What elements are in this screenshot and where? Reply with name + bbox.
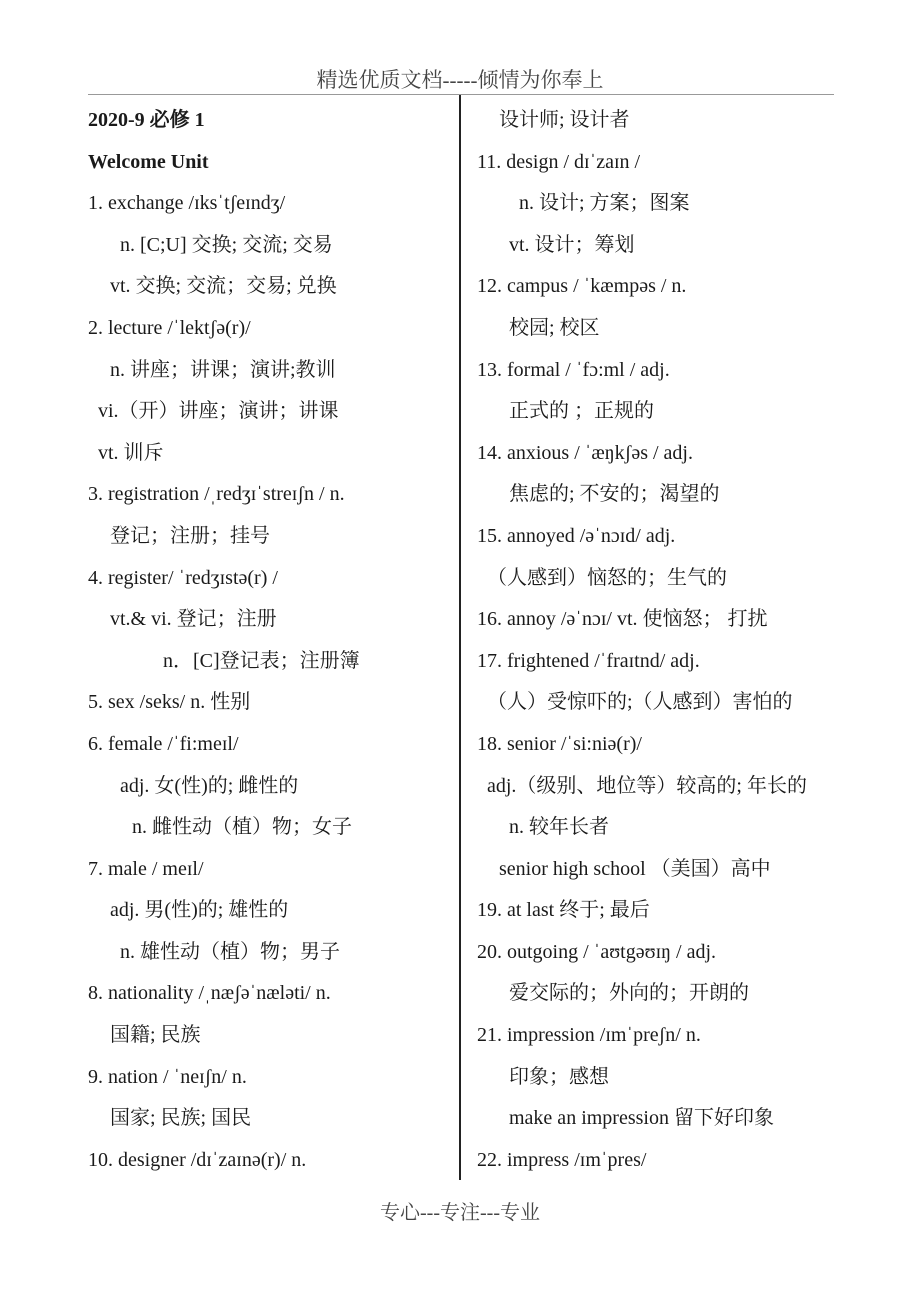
- page-header: 精选优质文档-----倾情为你奉上: [316, 68, 604, 92]
- left-column: [88, 100, 448, 1181]
- vocab-line: vt. 交换; 交流；交易; 兑换: [110, 275, 337, 298]
- vocab-line: 15. annoyed /əˈnɔɪd/ adj.: [477, 524, 676, 547]
- vocab-line: （人感到）恼怒的；生气的: [487, 566, 727, 589]
- vocab-line: 1. exchange /ɪksˈtʃeɪndʒ/: [88, 192, 286, 215]
- vocab-line: 13. formal / ˈfɔ:ml / adj.: [477, 358, 670, 381]
- vocab-line: make an impression 留下好印象: [509, 1107, 774, 1130]
- vocab-line: 正式的 ；正规的: [509, 400, 654, 423]
- vocab-line: n. 雄性动（植）物；男子: [120, 940, 340, 963]
- right-column: [477, 100, 857, 1181]
- vocab-line: adj. 女(性)的; 雌性的: [120, 774, 299, 797]
- vocab-line: 4. register/ ˈredʒɪstə(r) /: [88, 566, 278, 589]
- vocab-line: 焦虑的; 不安的；渴望的: [509, 483, 720, 506]
- vocab-line: n. 设计; 方案；图案: [519, 192, 690, 215]
- vocab-line: 2. lecture /ˈlektʃə(r)/: [88, 316, 251, 339]
- vocab-line: 20. outgoing / ˈaʊtgəʊɪŋ / adj.: [477, 940, 717, 963]
- vocab-line: 设计师; 设计者: [499, 109, 630, 131]
- header-divider: [88, 94, 834, 95]
- vocab-line: senior high school （美国）高中: [499, 857, 771, 880]
- vocab-line: 国籍; 民族: [110, 1024, 201, 1047]
- vocab-line: adj. 男(性)的; 雄性的: [110, 899, 289, 922]
- vocab-line: 11. design / dɪˈzaɪn /: [477, 150, 641, 173]
- vocab-line: n. [C;U] 交换; 交流; 交易: [120, 233, 333, 256]
- vocab-line: n. 雌性动（植）物；女子: [132, 816, 352, 839]
- vocab-line: 7. male / meɪl/: [88, 857, 204, 880]
- vocab-line: n. 讲座；讲课；演讲;教训: [110, 358, 336, 381]
- vocab-line: 登记；注册；挂号: [110, 524, 270, 547]
- vocab-line: n. 较年长者: [509, 816, 609, 839]
- vocab-line: （人）受惊吓的;（人感到）害怕的: [487, 691, 793, 714]
- vocab-line: 6. female /ˈfi:meɪl/: [88, 732, 239, 755]
- vocab-line: 8. nationality /ˌnæʃəˈnæləti/ n.: [88, 982, 331, 1005]
- vocab-line: adj.（级别、地位等）较高的; 年长的: [487, 774, 807, 797]
- vocab-line: 17. frightened /ˈfraɪtnd/ adj.: [477, 649, 700, 672]
- vocab-line: 5. sex /seks/ n. 性别: [88, 691, 251, 714]
- vocab-line: 印象；感想: [509, 1065, 609, 1088]
- vocab-line: n．[C]登记表；注册簿: [163, 649, 360, 672]
- vocab-line: vt. 训斥: [98, 441, 164, 464]
- vocab-line: 14. anxious / ˈæŋkʃəs / adj.: [477, 441, 693, 464]
- vocab-line: 12. campus / ˈkæmpəs / n.: [477, 275, 687, 298]
- vocab-line: 3. registration /ˌredʒɪˈstreɪʃn / n.: [88, 483, 345, 506]
- vocab-line: 爱交际的；外向的；开朗的: [509, 982, 749, 1005]
- vocab-line: 19. at last 终于; 最后: [477, 899, 650, 922]
- vocab-line: 16. annoy /əˈnɔɪ/ vt. 使恼怒； 打扰: [477, 608, 768, 631]
- vocab-line: vt.& vi. 登记；注册: [110, 608, 277, 631]
- page-footer: 专心---专注---专业: [380, 1202, 540, 1224]
- vocab-line: 22. impress /ɪmˈpres/: [477, 1148, 647, 1171]
- vocab-line: 21. impression /ɪmˈpreʃn/ n.: [477, 1024, 701, 1047]
- vocab-line: 校园; 校区: [509, 316, 600, 339]
- vocab-line: vi.（开）讲座；演讲；讲课: [98, 400, 339, 423]
- vocab-line: Welcome Unit: [88, 150, 209, 173]
- vocab-line: 9. nation / ˈneɪʃn/ n.: [88, 1065, 247, 1088]
- vocab-line: 10. designer /dɪˈzaɪnə(r)/ n.: [88, 1148, 307, 1171]
- vocab-line: vt. 设计；筹划: [509, 233, 635, 256]
- vocab-line: 2020-9 必修 1: [88, 109, 205, 131]
- column-divider: [459, 95, 461, 1180]
- vocab-line: 18. senior /ˈsi:niə(r)/: [477, 732, 642, 755]
- vocab-line: 国家; 民族; 国民: [110, 1107, 252, 1130]
